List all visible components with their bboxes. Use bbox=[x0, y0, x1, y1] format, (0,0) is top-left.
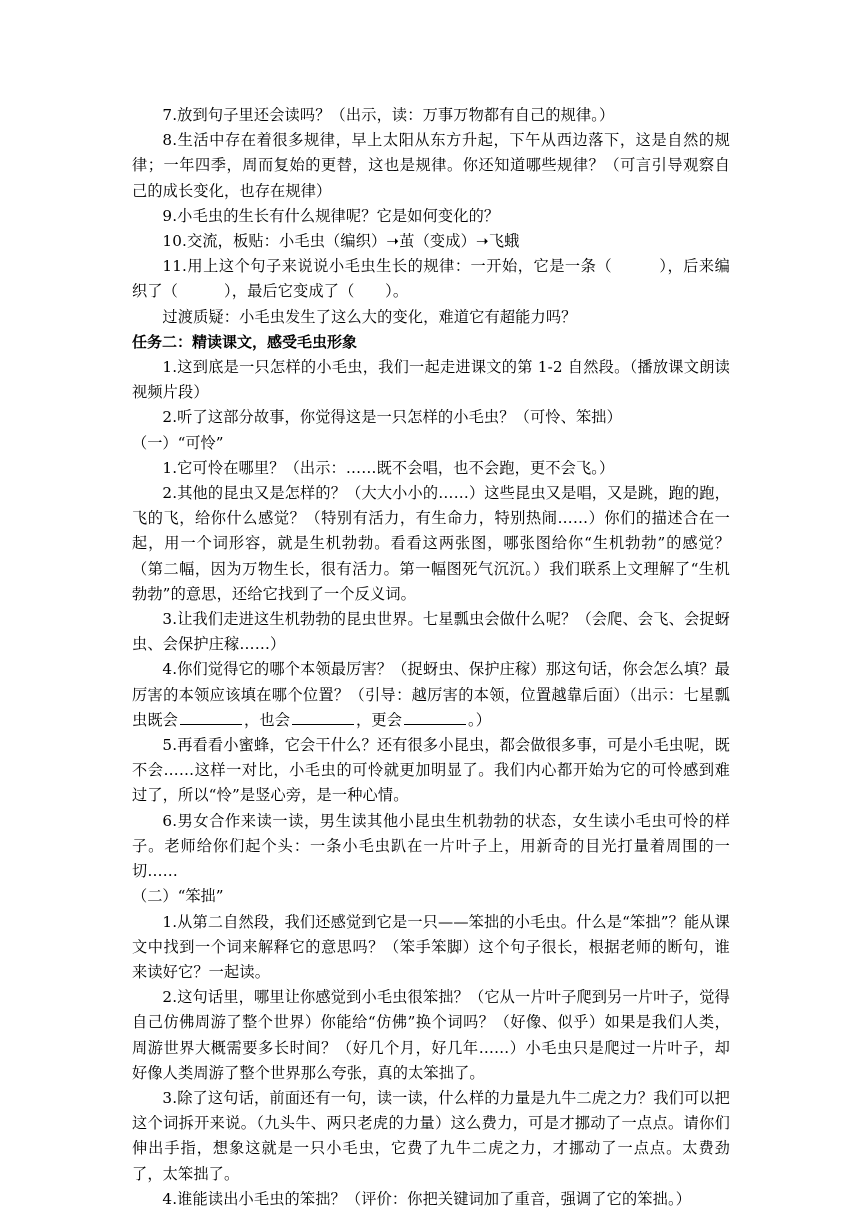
paragraph: 3.除了这句话，前面还有一句，读一读，什么样的力量是九牛二虎之力？我们可以把这个词拆开来说。（九头牛、两只老虎的力量）这么费力，可是才挪动了一点点。请你们伸出手指，想象这就是一只小毛虫，它费了九牛二虎之力，才挪动了一点点。太费劲了，太笨拙了。 bbox=[132, 1088, 730, 1183]
paragraph: 2.这句话里，哪里让你感觉到小毛虫很笨拙？（它从一片叶子爬到另一片叶子，觉得自己仿佛周游了整个世界）你能给“仿佛”换个词吗？（好像、似乎）如果是我们人类，周游世界大概需要多长时间？（好几个月，好几年……）小毛虫只是爬过一片叶子，却好像人类周游了整个世界那么夸张，真的太笨拙了。 bbox=[132, 988, 730, 1082]
paragraph: 9.小毛虫的生长有什么规律呢？它是如何变化的？ bbox=[162, 206, 500, 225]
fill-blank-paragraph bbox=[132, 657, 730, 733]
blank-line bbox=[404, 710, 466, 725]
paragraph: 6.男女合作来读一读，男生读其他小昆虫生机勃勃的状态，女生读小毛虫可怜的样子。老师给你们起个头：一条小毛虫趴在一片叶子上，用新奇的目光打量着周围的一切…… bbox=[132, 811, 730, 881]
blank-line bbox=[292, 710, 354, 725]
section1-heading: （一）“可怜” bbox=[132, 433, 224, 452]
blank-line bbox=[180, 710, 242, 725]
section2-heading: （二）“笨拙” bbox=[132, 887, 224, 906]
paragraph: 7.放到句子里还会读吗？（出示，读：万事万物都有自己的规律。） bbox=[162, 106, 615, 124]
paragraph: 1.这到底是一只怎样的小毛虫，我们一起走进课文的第 1-2 自然段。（播放课文朗读视频片段） bbox=[132, 358, 730, 402]
paragraph: 11.用上这个句子来说说小毛虫生长的规律：一开始，它是一条（ ），后来编织了（ ），最后它变成了（ ）。 bbox=[132, 257, 730, 301]
transition-question: 过渡质疑：小毛虫发生了这么大的变化，难道它有超能力吗？ bbox=[162, 307, 577, 326]
paragraph: 8.生活中存在着很多规律，早上太阳从东方升起，下午从西边落下，这是自然的规律；一年四季，周而复始的更替，这也是规律。你还知道哪些规律？（可言引导观察自己的成长变化，也存在规律） bbox=[132, 131, 730, 200]
task2-heading: 任务二：精读课文，感受毛虫形象 bbox=[132, 332, 358, 351]
paragraph: 2.听了这部分故事，你觉得这是一只怎样的小毛虫？（可怜、笨拙） bbox=[162, 408, 622, 427]
paragraph: 3.让我们走进这生机勃勃的昆虫世界。七星瓢虫会做什么呢？（会爬、会飞、会捉蚜虫、会保护庄稼……） bbox=[132, 610, 730, 654]
fill-text: ，也会 bbox=[244, 710, 291, 729]
paragraph: 10.交流，板贴：小毛虫（编织）➝茧（变成）➝飞蛾 bbox=[162, 232, 520, 251]
paragraph: 2.其他的昆虫又是怎样的？（大大小小的……）这些昆虫又是唱，又是跳，跑的跑，飞的飞，给你什么感觉？（特别有活力，有生命力，特别热闹……）你们的描述合在一起，用一个词形容，就是生机勃勃。看看这两张图，哪张图给你“生机勃勃”的感觉？（第二幅，因为万物生长，很有活力。第一幅图死气沉沉。）我们联系上文理解了“生机勃勃”的意思，还给它找到了一个反义词。 bbox=[132, 484, 730, 603]
paragraph: 1.它可怜在哪里？（出示：……既不会唱，也不会跑，更不会飞。） bbox=[162, 458, 615, 477]
paragraph: 1.从第二自然段，我们还感觉到它是一只——笨拙的小毛虫。什么是“笨拙”？能从课文中找到一个词来解释它的意思吗？（笨手笨脚）这个句子很长，根据老师的断句，谁来读好它？一起读。 bbox=[132, 912, 730, 981]
paragraph: 4.谁能读出小毛虫的笨拙？（评价：你把关键词加了重音，强调了它的笨拙。） bbox=[162, 1189, 692, 1208]
document-page bbox=[132, 103, 730, 1212]
paragraph-text: 4.你们觉得它的哪个本领最厉害？（捉蚜虫、保护庄稼）那这句话，你会怎么填？最厉害的本领应该填在哪个位置？（引导：越厉害的本领，位置越靠后面）（出示：七星瓢虫既会 bbox=[132, 660, 730, 729]
paragraph: 5.再看看小蜜蜂，它会干什么？还有很多小昆虫，都会做很多事，可是小毛虫呢，既不会……这样一对比，小毛虫的可怜就更加明显了。我们内心都开始为它的可怜感到难过了，所以“怜”是竖心旁，是一种心情。 bbox=[132, 736, 730, 805]
fill-text: 。） bbox=[468, 710, 492, 729]
fill-text: ，更会 bbox=[356, 710, 403, 729]
